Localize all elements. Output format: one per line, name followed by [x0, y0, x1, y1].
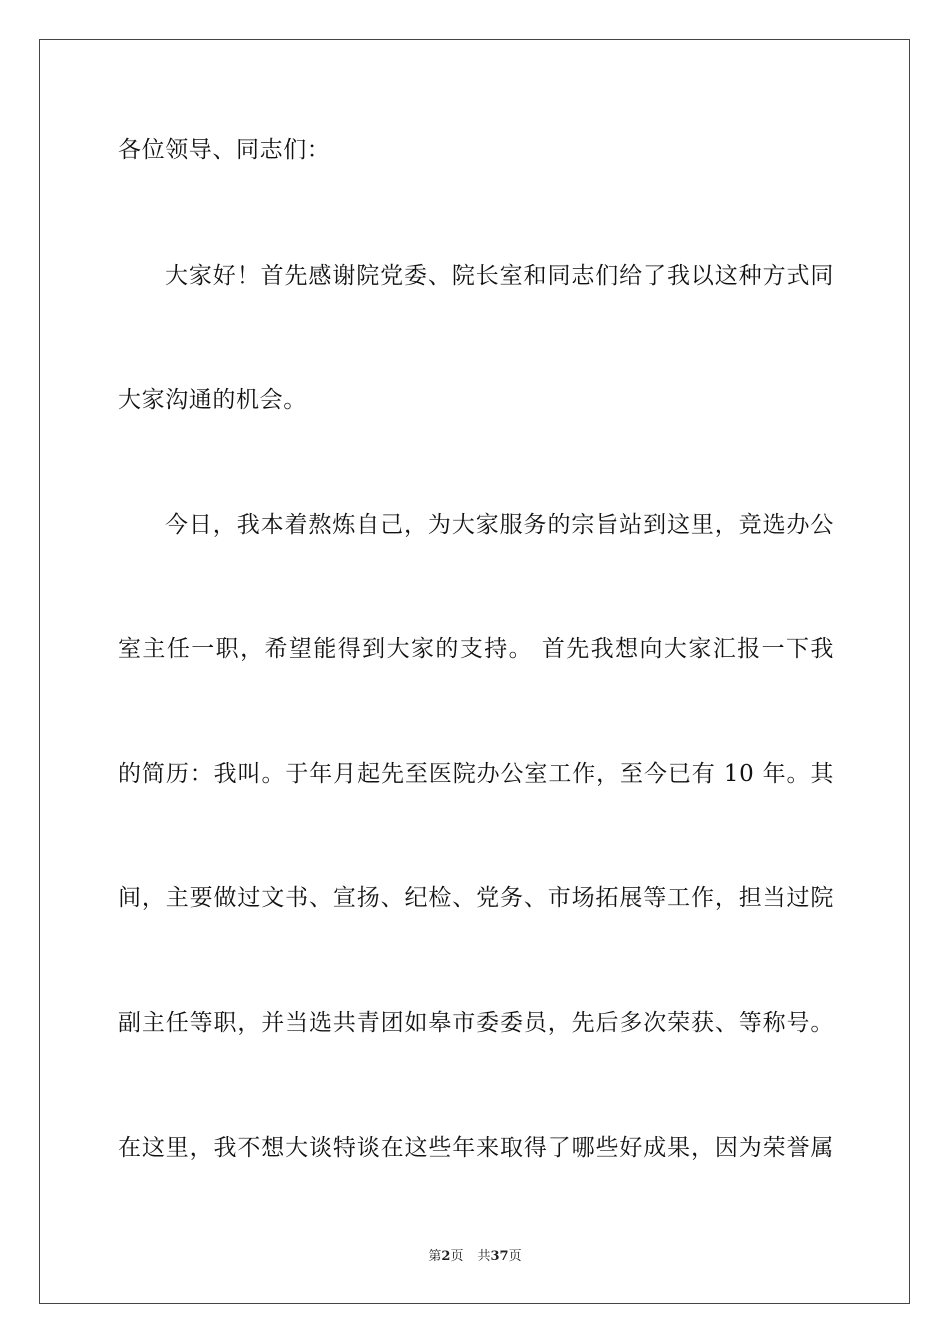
paragraph-line: 副主任等职，并当选共青团如皋市委委员，先后多次荣获、等称号。 — [118, 1010, 834, 1036]
total-suffix: 页 — [508, 1249, 522, 1264]
paragraph-line: 大家沟通的机会。 — [118, 387, 307, 413]
page-number: 2 — [441, 1249, 451, 1264]
page-prefix: 第 — [428, 1249, 442, 1264]
paragraph-line: 间，主要做过文书、宣扬、纪检、党务、市场拓展等工作，担当过院 — [118, 885, 834, 911]
page-border — [39, 39, 910, 1304]
salutation-line: 各位领导、同志们： — [118, 137, 331, 163]
paragraph-line: 今日，我本着熬炼自己，为大家服务的宗旨站到这里，竞选办公 — [165, 512, 834, 538]
paragraph-line: 大家好！首先感谢院党委、院长室和同志们给了我以这种方式同 — [165, 263, 834, 289]
page-suffix: 页 — [450, 1249, 464, 1264]
total-pages: 37 — [490, 1249, 509, 1264]
paragraph-line: 的简历：我叫。于年月起先至医院办公室工作，至今已有 10 年。其 — [118, 761, 834, 787]
paragraph-line: 室主任一职，希望能得到大家的支持。 首先我想向大家汇报一下我 — [118, 636, 834, 662]
paragraph-line: 在这里，我不想大谈特谈在这些年来取得了哪些好成果，因为荣誉属 — [118, 1135, 834, 1161]
page-footer — [0, 1248, 950, 1266]
total-prefix: 共 — [477, 1249, 491, 1264]
